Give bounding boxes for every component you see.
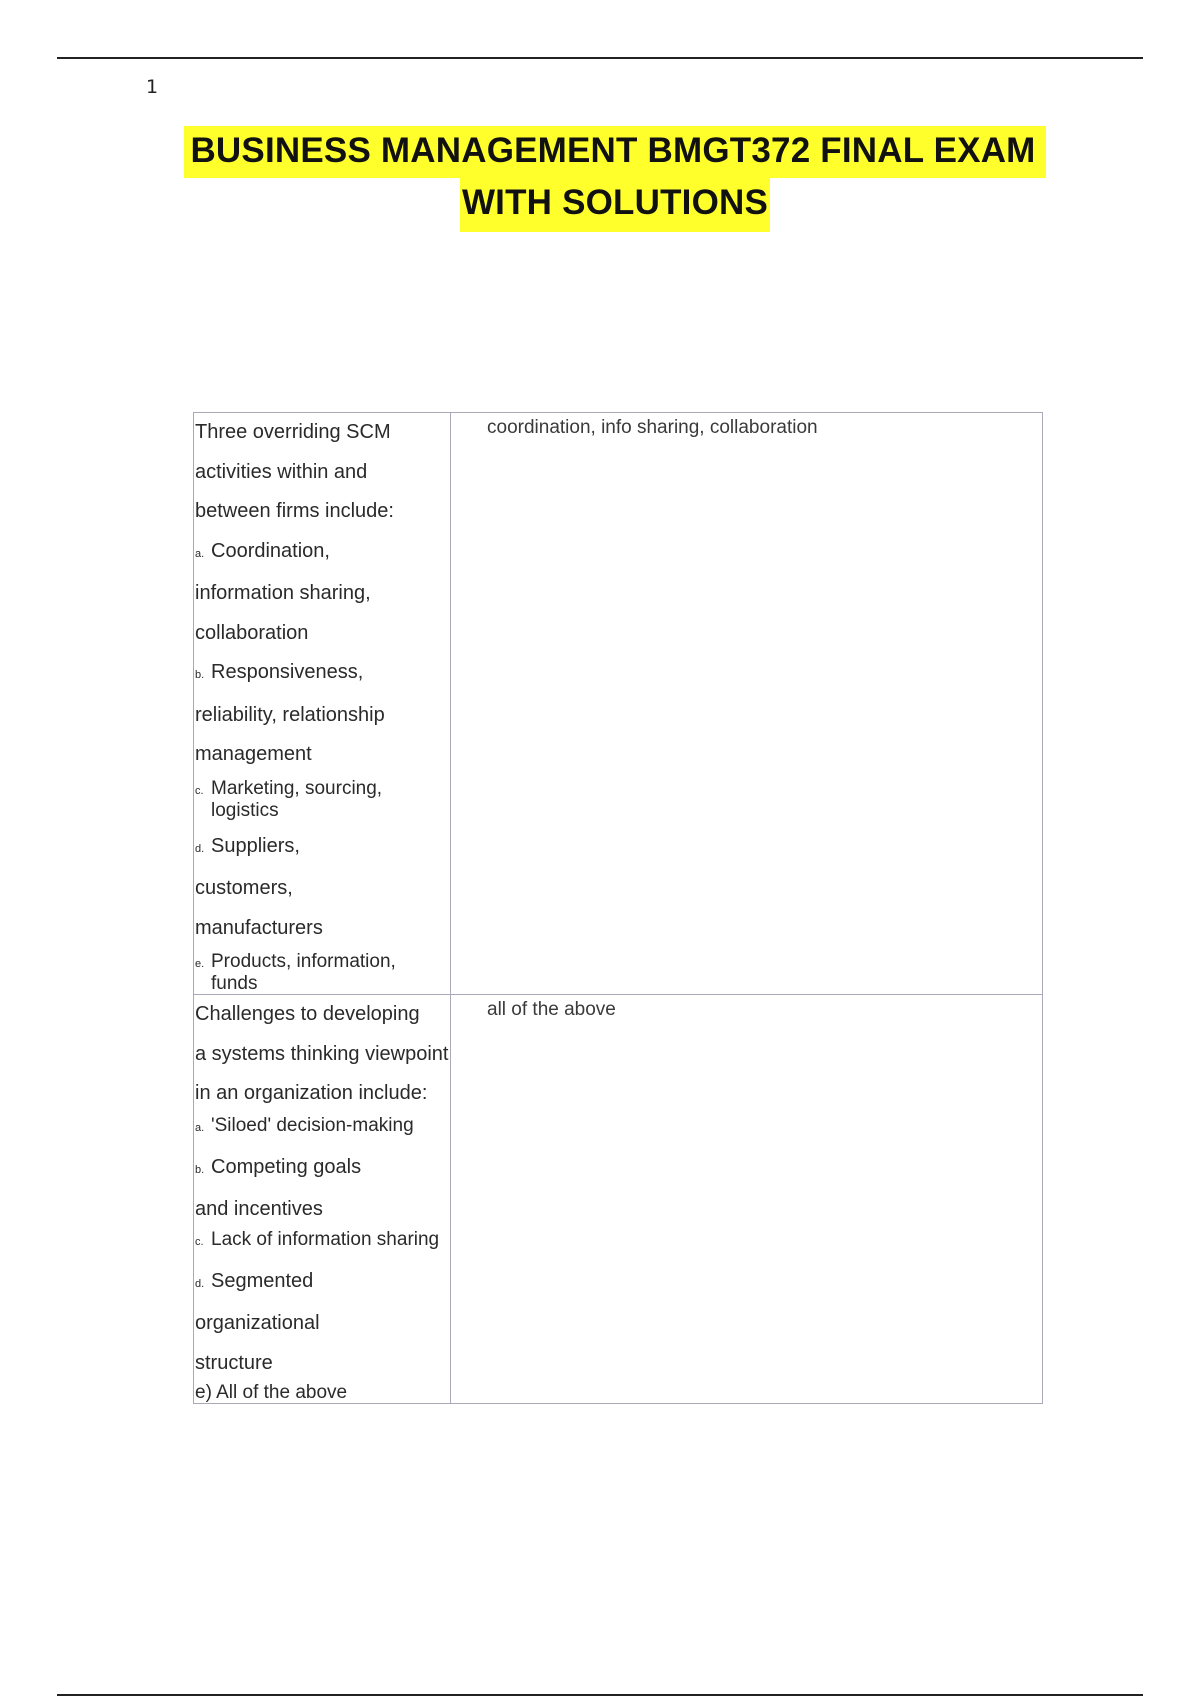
option-a-continuation: collaboration	[195, 621, 309, 644]
title-line-1: BUSINESS MANAGEMENT BMGT372 FINAL EXAM	[184, 126, 1045, 178]
option-text: Products, information,	[211, 951, 396, 972]
answer-cell	[451, 413, 1043, 995]
option-d-continuation: customers,	[195, 877, 293, 899]
option-b-continuation: and incentives	[195, 1198, 323, 1220]
header-rule	[57, 57, 1143, 59]
answer-text: all of the above	[487, 999, 616, 1020]
option-text: Marketing, sourcing,	[211, 777, 383, 799]
option-text: Responsiveness,	[211, 661, 364, 683]
table-row	[194, 995, 1043, 1404]
option-marker: a.	[195, 547, 205, 560]
page-number: 1	[146, 76, 159, 98]
option-text: Suppliers,	[211, 834, 300, 857]
option-marker: d.	[195, 842, 205, 855]
option-d	[195, 1262, 450, 1305]
option-a-continuation: information sharing,	[195, 582, 371, 604]
answer-cell	[451, 995, 1043, 1404]
option-text: Coordination,	[211, 539, 330, 562]
question-answer-table	[193, 412, 1043, 1404]
answer-text: coordination, info sharing, collaboration	[487, 417, 818, 438]
document-title	[150, 126, 1080, 232]
option-marker: c.	[195, 784, 204, 797]
option-d	[195, 827, 450, 870]
option-c	[195, 779, 450, 801]
option-d-continuation: manufacturers	[195, 916, 323, 939]
option-text: Segmented	[211, 1269, 314, 1292]
option-text: Competing goals	[211, 1155, 362, 1178]
question-stem-line: a systems thinking viewpoint	[195, 1042, 449, 1065]
option-c	[195, 1230, 450, 1252]
option-marker: e.	[195, 958, 205, 970]
question-stem-line: between firms include:	[195, 500, 394, 522]
option-e: e) All of the above	[195, 1382, 348, 1403]
footer-rule	[57, 1694, 1143, 1696]
question-cell	[194, 413, 451, 995]
title-line-2: WITH SOLUTIONS	[460, 178, 770, 232]
option-b-continuation: reliability, relationship	[195, 703, 385, 726]
option-a	[195, 532, 450, 575]
question-stem-line: Challenges to developing	[195, 1003, 420, 1025]
option-marker: b.	[195, 669, 205, 681]
option-d-continuation: organizational	[195, 1312, 320, 1334]
question-stem-line: in an organization include:	[195, 1082, 428, 1104]
option-e	[195, 952, 450, 974]
option-text: 'Siloed' decision-making	[211, 1114, 414, 1136]
option-c-continuation: logistics	[211, 799, 279, 821]
option-marker: a.	[195, 1121, 205, 1134]
question-stem-line: activities within and	[195, 460, 368, 483]
option-text: Lack of information sharing	[211, 1228, 440, 1250]
option-b-continuation: management	[195, 743, 312, 765]
option-e-continuation: funds	[211, 973, 258, 994]
question-stem-line: Three overriding SCM	[195, 421, 391, 443]
option-b	[195, 653, 450, 696]
option-b	[195, 1148, 450, 1191]
question-cell	[194, 995, 451, 1404]
option-a	[195, 1116, 450, 1138]
table-row	[194, 413, 1043, 995]
option-marker: d.	[195, 1277, 205, 1290]
option-d-continuation: structure	[195, 1351, 273, 1374]
option-marker: b.	[195, 1163, 205, 1176]
option-marker: c.	[195, 1235, 204, 1248]
